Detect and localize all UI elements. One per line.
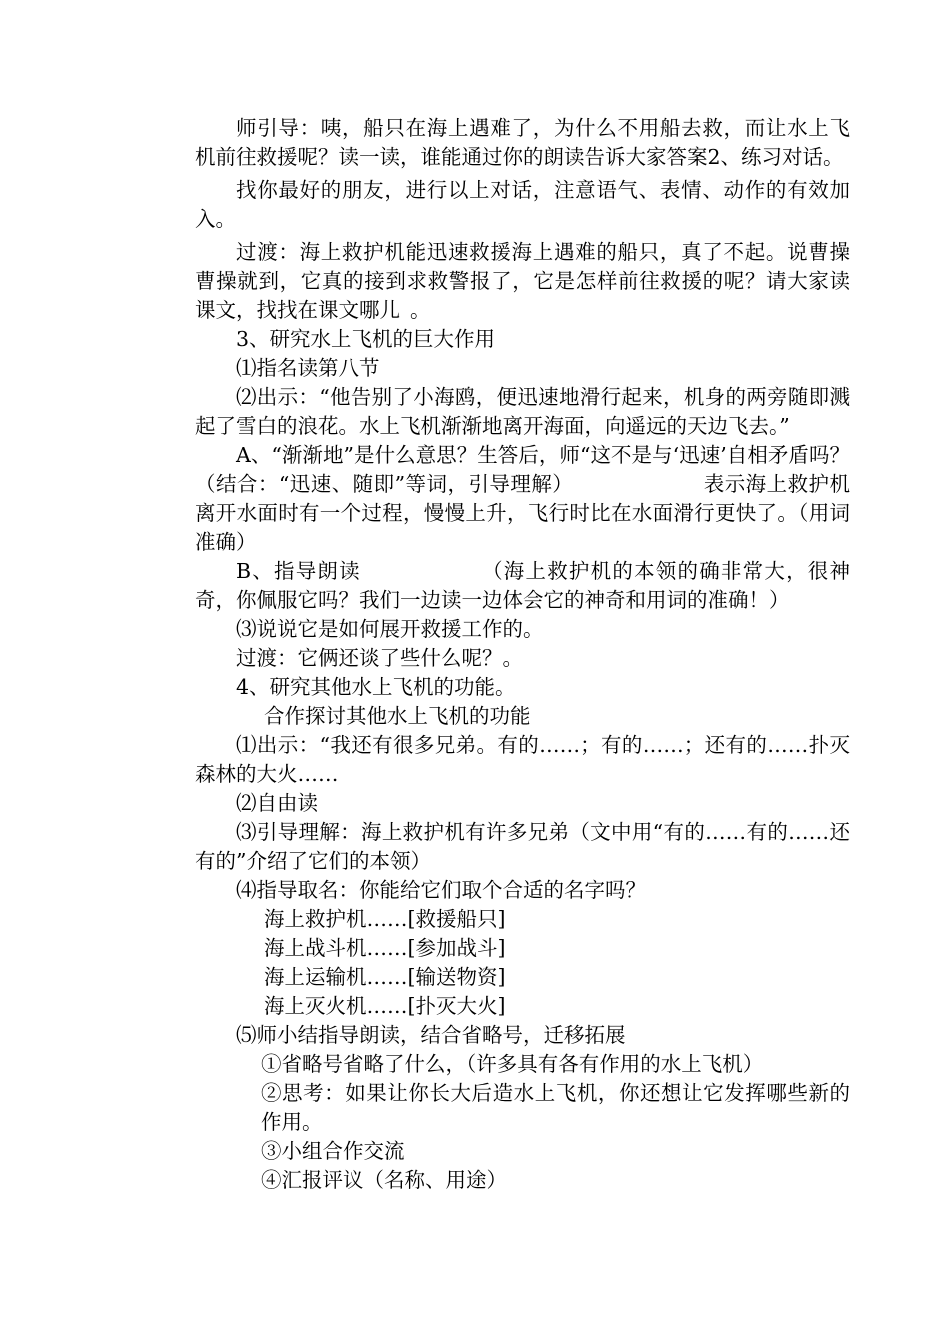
heading-section-4 <box>195 673 850 702</box>
item-2-show <box>195 383 850 441</box>
text-find-friend: 找你最好的朋友，进行以上对话，注意语气、表情、动作的有效加入。 <box>195 178 850 231</box>
sub-item-1 <box>195 1050 850 1079</box>
paragraph-find-friend <box>195 176 850 234</box>
text-transition-1-end: 。 <box>410 298 431 322</box>
text-sub-item-3: ③小组合作交流 <box>261 1139 405 1163</box>
text-item-5-summary: ⑸师小结指导朗读，结合省略号，迁移拓展 <box>236 1023 626 1047</box>
text-name-transport-plane: 海上运输机……[输送物资] <box>264 965 506 989</box>
paragraph-transition-1 <box>195 238 850 325</box>
item-5-summary <box>195 1021 850 1050</box>
text-sub-item-1: ①省略号省略了什么，（许多具有各有作用的水上飞机） <box>261 1052 764 1076</box>
paragraph-transition-2 <box>195 644 850 673</box>
item-1-read <box>195 354 850 383</box>
name-transport-plane <box>195 963 850 992</box>
text-a-gradually: A、“渐渐地”是什么意思？生答后，师“这不是与‘迅速’自相矛盾吗？（结合：“迅速、随即”等词，引导理解） <box>195 443 850 496</box>
text-teacher-guide: 师引导：咦，船只在海上遇难了，为什么不用船去救，而让水上飞机前往救援呢？读一读，谁能通过你的朗读告诉大家答案2、练习对话。 <box>195 116 850 169</box>
paragraph-teacher-guide <box>195 114 850 172</box>
item-1-show <box>195 731 850 789</box>
paragraph-a-gradually <box>195 441 850 557</box>
text-b-reading: B、指导朗读 <box>236 559 361 583</box>
text-transition-1: 过渡：海上救护机能迅速救援海上遇难的船只，真了不起。说曹操曹操就到，它真的接到求救警报了，它是怎样前往救援的呢？请大家读课文，找找在课文哪儿 <box>195 240 850 322</box>
paragraph-cooperate <box>195 702 850 731</box>
name-fighter-plane <box>195 934 850 963</box>
text-section-4: 4、研究其他水上飞机的功能。 <box>236 675 516 699</box>
text-item-2-show: ⑵出示：“他告别了小海鸥，便迅速地滑行起来，机身的两旁随即溅起了雪白的浪花。水上飞机渐渐地离开海面，向遥远的天边飞去。” <box>195 385 850 438</box>
text-name-rescue-plane: 海上救护机……[救援船只] <box>264 907 506 931</box>
text-item-3-understand: ⑶引导理解：海上救护机有许多兄弟（文中用“有的……有的……还有的”介绍了它们的本领） <box>195 820 850 873</box>
sub-item-4 <box>195 1166 850 1195</box>
text-item-1-read: ⑴指名读第八节 <box>236 356 380 380</box>
item-3-rescue <box>195 615 850 644</box>
text-a-meaning: 表示海上救护机离开水面时有一个过程，慢慢上升，飞行时比在水面滑行更快了。（用词准确） <box>195 472 851 554</box>
paragraph-b-reading <box>195 557 850 615</box>
text-sub-item-2: ②思考：如果让你长大后造水上飞机，你还想让它发挥哪些新的作用。 <box>261 1081 850 1134</box>
text-b-note: （海上救护机的本领的确非常大，很神奇，你佩服它吗？我们一边读一边体会它的神奇和用词的准确！） <box>195 559 850 612</box>
text-item-4-naming: ⑷指导取名：你能给它们取个合适的名字吗？ <box>236 878 646 902</box>
item-3-understand <box>195 818 850 876</box>
name-rescue-plane <box>195 905 850 934</box>
text-item-2-free-read: ⑵自由读 <box>236 791 318 815</box>
document-body <box>195 114 850 1195</box>
sub-item-2 <box>195 1079 850 1137</box>
text-item-3-rescue: ⑶说说它是如何展开救援工作的。 <box>236 617 544 641</box>
name-firefighting-plane <box>195 992 850 1021</box>
item-2-free-read <box>195 789 850 818</box>
heading-section-3 <box>195 325 850 354</box>
text-sub-item-4: ④汇报评议（名称、用途） <box>261 1168 507 1192</box>
text-cooperate: 合作探讨其他水上飞机的功能 <box>264 704 531 728</box>
text-section-3: 3、研究水上飞机的巨大作用 <box>236 327 496 351</box>
text-name-fighter-plane: 海上战斗机……[参加战斗] <box>264 936 506 960</box>
item-4-naming <box>195 876 850 905</box>
text-transition-2: 过渡：它俩还谈了些什么呢？。 <box>236 646 523 670</box>
text-item-1-show: ⑴出示：“我还有很多兄弟。有的……；有的……；还有的……扑灭森林的大火…… <box>195 733 850 786</box>
text-name-firefighting-plane: 海上灭火机……[扑灭大火] <box>264 994 506 1018</box>
sub-item-3 <box>195 1137 850 1166</box>
